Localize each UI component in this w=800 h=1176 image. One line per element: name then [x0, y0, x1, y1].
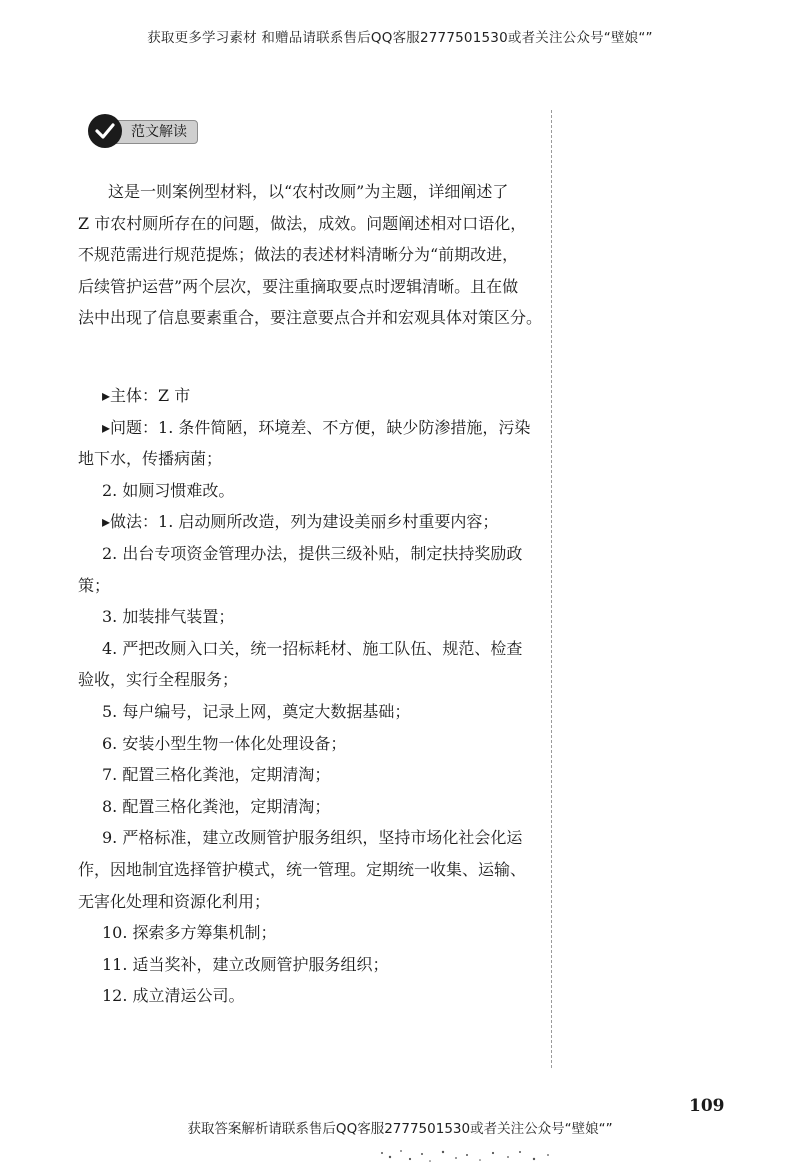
list-item: 6. 安装小型生物一体化处理设备； [102, 733, 347, 753]
list-item: 4. 严把改厕入口关，统一招标耗材、施工队伍、规范、检查 [102, 638, 523, 658]
list-item: 7. 配置三格化粪池，定期清淘； [102, 765, 331, 785]
list-item: 无害化处理和资源化利用； [78, 891, 271, 911]
list-item: 地下水，传播病菌； [78, 449, 223, 469]
list-item: 验收，实行全程服务； [78, 670, 239, 690]
list-item: 11. 适当奖补，建立改厕管护服务组织； [102, 954, 389, 974]
intro-paragraph [78, 176, 548, 334]
list-item: 作，因地制宜选择管护模式，统一管理。定期统一收集、运输、 [78, 859, 527, 879]
intro-line: 后续管护运营”两个层次，要注重摘取要点时逻辑清晰。且在做 [78, 276, 519, 296]
list-item: 2. 如厕习惯难改。 [102, 480, 235, 500]
intro-line: Z 市农村厕所存在的问题，做法，成效。问题阐述相对口语化， [78, 213, 527, 233]
analysis-points [78, 380, 548, 1012]
list-item: 12. 成立清运公司。 [102, 986, 245, 1006]
scan-noise [370, 1143, 570, 1169]
page-number: 109 [689, 1096, 725, 1116]
method-point: ▸做法：1. 启动厕所改造，列为建设美丽乡村重要内容； [102, 512, 499, 532]
list-item: 策； [78, 575, 111, 595]
list-item: 5. 每户编号，记录上网，奠定大数据基础； [102, 701, 411, 721]
list-item: 3. 加装排气装置； [102, 607, 235, 627]
list-item: 9. 严格标准，建立改厕管护服务组织，坚持市场化社会化运 [102, 828, 523, 848]
list-item: 2. 出台专项资金管理办法，提供三级补贴，制定扶持奖励政 [102, 543, 523, 563]
list-item: 8. 配置三格化粪池，定期清淘； [102, 796, 331, 816]
list-item: 10. 探索多方筹集机制； [102, 923, 277, 943]
top-banner: 获取更多学习素材 和赠品请联系售后QQ客服2777501530或者关注公众号“壁娘“” [147, 30, 653, 46]
intro-line: 法中出现了信息要素重合，要注意要点合并和宏观具体对策区分。 [78, 308, 543, 328]
subject-point: ▸主体：Z 市 [102, 386, 191, 405]
intro-line: 不规范需进行规范提炼；做法的表述材料清晰分为“前期改进， [78, 245, 519, 265]
check-circle-icon [88, 114, 122, 148]
problem-point: ▸问题：1. 条件简陋，环境差、不方便，缺少防渗措施，污染 [102, 417, 531, 437]
section-badge-label: 范文解读 [116, 120, 198, 144]
intro-line: 这是一则案例型材料，以“农村改厕”为主题，详细阐述了 [108, 182, 509, 201]
bottom-banner: 获取答案解析请联系售后QQ客服2777501530或者关注公众号“壁娘“” [187, 1121, 613, 1137]
right-margin-rule [551, 110, 552, 1068]
